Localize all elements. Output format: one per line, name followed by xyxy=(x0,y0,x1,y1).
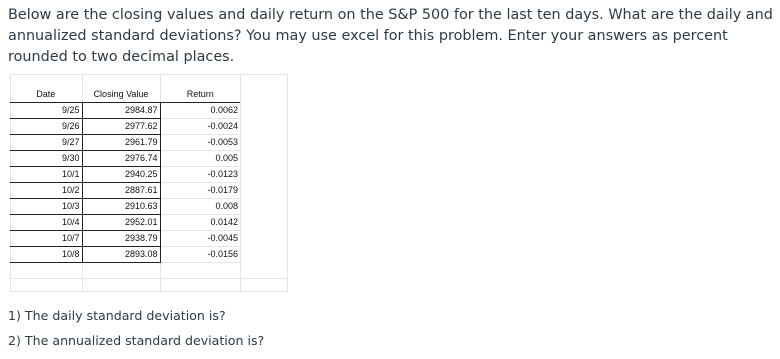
closing-value-cell: 2940.25 xyxy=(82,166,160,182)
table-row xyxy=(10,214,240,230)
return-cell: 0.0062 xyxy=(160,102,240,118)
spreadsheet-image xyxy=(10,74,288,292)
date-cell: 10/7 xyxy=(10,230,82,246)
table-row xyxy=(10,102,240,118)
table-row xyxy=(10,118,240,134)
date-cell: 10/3 xyxy=(10,198,82,214)
date-cell: 10/4 xyxy=(10,214,82,230)
table-row xyxy=(10,246,240,262)
return-cell: -0.0045 xyxy=(160,230,240,246)
date-cell: 10/8 xyxy=(10,246,82,262)
return-cell: 0.0142 xyxy=(160,214,240,230)
daily-sd-prompt: 1) The daily standard deviation is? xyxy=(8,308,226,323)
table-row xyxy=(10,134,240,150)
table-row xyxy=(10,198,240,214)
closing-value-cell: 2984.87 xyxy=(82,102,160,118)
return-cell: -0.0179 xyxy=(160,182,240,198)
table-row xyxy=(10,182,240,198)
closing-value-cell: 2910.63 xyxy=(82,198,160,214)
closing-value-cell: 2938.79 xyxy=(82,230,160,246)
return-cell: -0.0156 xyxy=(160,246,240,262)
date-cell: 9/25 xyxy=(10,102,82,118)
return-cell: 0.008 xyxy=(160,198,240,214)
header-return: Return xyxy=(160,86,240,102)
annualized-sd-prompt: 2) The annualized standard deviation is? xyxy=(8,333,265,348)
closing-value-cell: 2976.74 xyxy=(82,150,160,166)
date-cell: 9/27 xyxy=(10,134,82,150)
table-row xyxy=(10,230,240,246)
closing-value-cell: 2952.01 xyxy=(82,214,160,230)
date-cell: 9/26 xyxy=(10,118,82,134)
date-cell: 10/1 xyxy=(10,166,82,182)
closing-value-cell: 2977.62 xyxy=(82,118,160,134)
returns-table xyxy=(10,86,240,263)
return-cell: -0.0123 xyxy=(160,166,240,182)
closing-value-cell: 2961.79 xyxy=(82,134,160,150)
closing-value-cell: 2887.61 xyxy=(82,182,160,198)
return-cell: -0.0053 xyxy=(160,134,240,150)
header-date: Date xyxy=(10,86,82,102)
date-cell: 10/2 xyxy=(10,182,82,198)
answer-prompts xyxy=(8,303,264,353)
question-text: Below are the closing values and daily return on the S&P 500 for the last ten days. What are the daily and annualized standard deviations? You may use excel for this problem. Enter your answers as percent rounded to two decimal places. xyxy=(8,7,773,65)
return-cell: 0.005 xyxy=(160,150,240,166)
table-header-row xyxy=(10,86,240,102)
table-row xyxy=(10,166,240,182)
date-cell: 9/30 xyxy=(10,150,82,166)
closing-value-cell: 2893.08 xyxy=(82,246,160,262)
table-row xyxy=(10,150,240,166)
return-cell: -0.0024 xyxy=(160,118,240,134)
header-closing-value: Closing Value xyxy=(82,86,160,102)
